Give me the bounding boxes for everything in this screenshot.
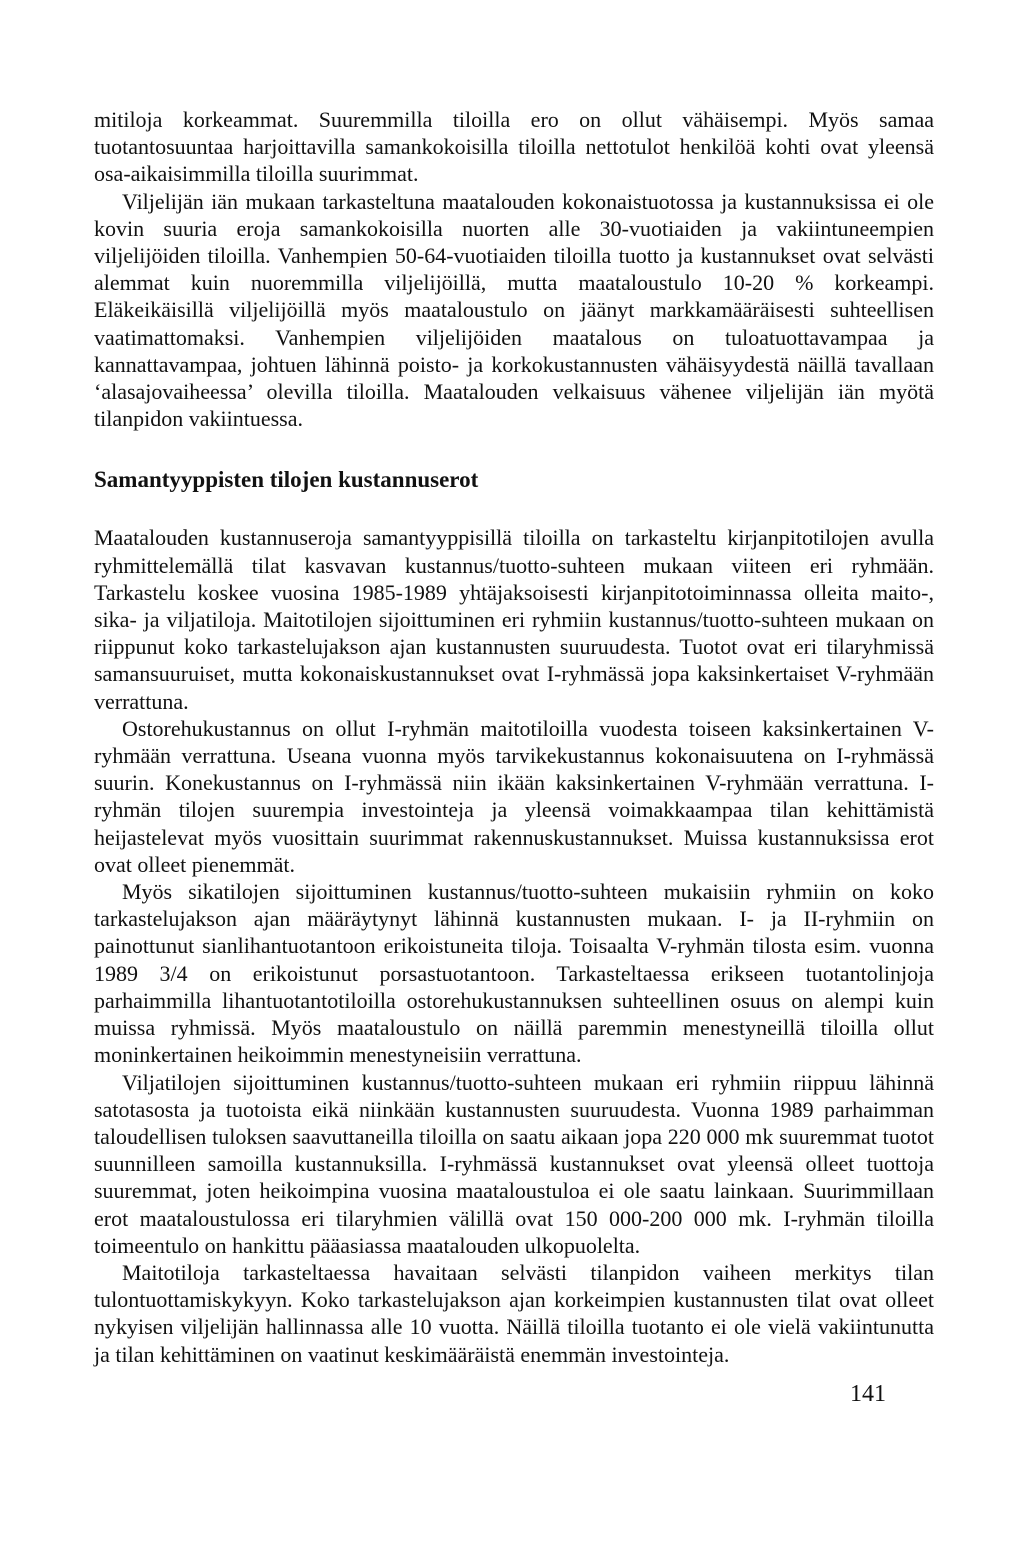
section-paragraph-4: Viljatilojen sijoittuminen kustannus/tuotto-suhteen mukaan eri ryhmiin riippuu lähinnä satotasosta ja tuotoista eikä niinkään kustannusten suuruudesta. Vuonna 1989 parhaimman taloudellisen tuloksen saavuttaneilla tiloilla on saatu aikaan jopa 220 000 mk suuremmat tuotot suunnilleen samoilla kustannuksilla. I-ryhmässä kustannukset ovat yleensä olleet tuottoja suuremmat, joten heikoimpina vuosina maataloustuloa ei ole saatu lainkaan. Suurimmillaan erot maataloustulossa eri tilaryhmien välillä ovat 150 000-200 000 mk. I-ryhmän tiloilla toimeentulo on hankittu pääasiassa maatalouden ulkopuolelta.	[94, 1069, 934, 1258]
section-paragraph-2: Ostorehukustannus on ollut I-ryhmän maitotiloilla vuodesta toiseen kaksinkertainen V-ryhmään verrattuna. Useana vuonna myös tarvikekustannus kokonaisuutena on I-ryhmässä suurin. Konekustannus on I-ryhmässä niin ikään kaksinkertainen V-ryhmään verrattuna. I-ryhmän tilojen suurempia investointeja ja yleensä voimakkaampaa tilan kehittämistä heijastelevat myös vuosittain suurimmat rakennuskustannukset. Muissa kustannuksissa erot ovat olleet pienemmät.	[94, 715, 934, 877]
document-page	[94, 106, 934, 1368]
intro-paragraph-2: Viljelijän iän mukaan tarkasteltuna maatalouden kokonaistuotossa ja kustannuksissa ei ole kovin suuria eroja samankokoisilla nuorten alle 30-vuotiaiden ja vakiintuneempien viljelijöiden tiloilla. Vanhempien 50-64-vuotiaiden tiloilla tuotto ja kustannukset ovat selvästi alemmat kuin nuoremmilla viljelijöillä, mutta maataloustulo 10-20 % korkeampi. Eläkeikäisillä viljelijöillä myös maataloustulo on jäänyt markkamääräisesti suhteellisen vaatimattomaksi. Vanhempien viljelijöiden maatalous on tuloatuottavampaa ja kannattavampaa, johtuen lähinnä poisto- ja korkokustannusten vähäisyydestä näillä tavallaan ‘alasajovaiheessa’ olevilla tiloilla. Maatalouden velkaisuus vähenee viljelijän iän myötä tilanpidon vakiintuessa.	[94, 188, 934, 432]
section-paragraph-1: Maatalouden kustannuseroja samantyyppisillä tiloilla on tarkasteltu kirjanpitotilojen avulla ryhmittelemällä tilat kasvavan kustannus/tuotto-suhteen mukaan viiteen eri ryhmään. Tarkastelu koskee vuosina 1985-1989 yhtäjaksoisesti kirjanpitotoiminnassa olleita maito-, sika- ja viljatiloja. Maitotilojen sijoittuminen eri ryhmiin kustannus/tuotto-suhteen mukaan on riippunut koko tarkastelujakson ajan kustannusten suuruudesta. Tuotot ovat eri tilaryhmissä samansuuruiset, mutta kokonaiskustannukset ovat I-ryhmässä jopa kaksinkertaiset V-ryhmään verrattuna.	[94, 525, 934, 714]
section-body	[94, 524, 934, 1367]
intro-paragraph-1: mitiloja korkeammat. Suuremmilla tiloilla ero on ollut vähäisempi. Myös samaa tuotantosuuntaa harjoittavilla samankokoisilla tiloilla nettotulot henkilöä kohti ovat yleensä osa-aikaisimmilla tiloilla suurimmat.	[94, 107, 934, 187]
section-paragraph-5: Maitotiloja tarkasteltaessa havaitaan selvästi tilanpidon vaiheen merkitys tilan tulontuottamiskykyyn. Koko tarkastelujakson ajan korkeimpien kustannusten tilat ovat olleet nykyisen viljelijän hallinnassa alle 10 vuotta. Näillä tiloilla tuotanto ei ole vielä vakiintunutta ja tilan kehittäminen on vaatinut keskimääräistä enemmän investointeja.	[94, 1259, 934, 1367]
section-heading: Samantyyppisten tilojen kustannuserot	[94, 467, 479, 493]
page-number: 141	[850, 1381, 886, 1407]
section-paragraph-3: Myös sikatilojen sijoittuminen kustannus/tuotto-suhteen mukaisiin ryhmiin on koko tarkastelujakson ajan määräytynyt lähinnä kustannusten mukaan. I- ja II-ryhmiin on painottunut sianlihantuotantoon erikoistuneita tiloja. Toisaalta V-ryhmän tilosta esim. vuonna 1989 3/4 on erikoistunut porsastuotantoon. Tarkasteltaessa erikseen tuotantolinjoja parhaimmilla lihantuotantotiloilla ostorehukustannuksen suhteellinen osuus on alempi kuin muissa ryhmissä. Myös maataloustulo on näillä paremmin menestyneillä tiloilla ollut moninkertainen heikoimmin menestyneisiin verrattuna.	[94, 879, 934, 1068]
